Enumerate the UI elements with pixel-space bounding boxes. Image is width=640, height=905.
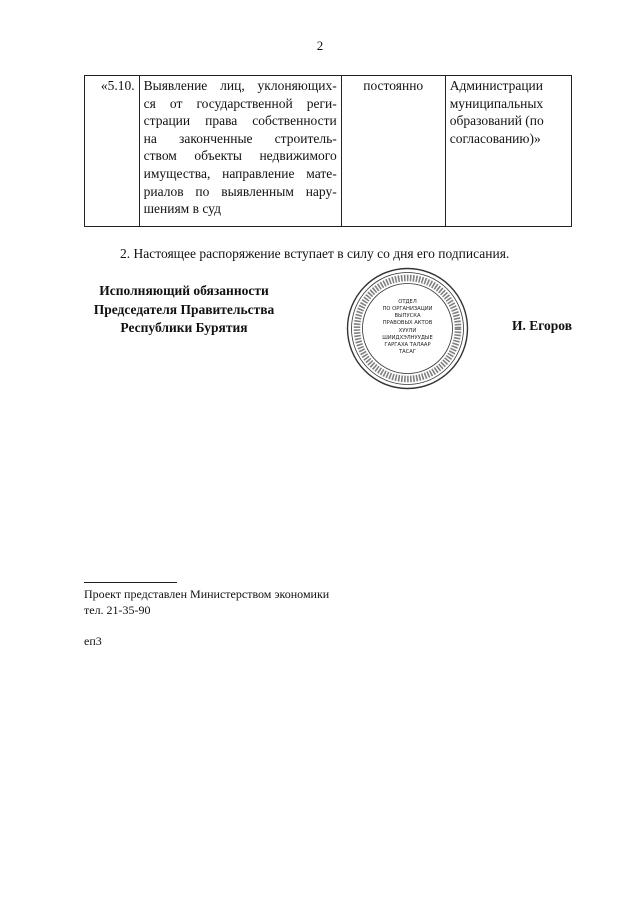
- seal-text-line: ОТДЕЛ: [398, 299, 417, 305]
- responsible-line: согласованию)»: [449, 130, 541, 146]
- item-text-line: Выявление лиц, уклоняющих-: [143, 78, 337, 93]
- seal-text-line: ВЫПУСКА: [394, 313, 421, 319]
- item-text-line: ством объекты недвижимого: [143, 148, 337, 164]
- seal-text-line: ШИИДХЭЛНУУДЫЕ: [382, 335, 433, 341]
- item-term: постоянно: [363, 78, 424, 93]
- item-text-line: на законченные строитель-: [143, 130, 337, 146]
- footnote-divider: [84, 582, 177, 583]
- seal-text-line: ТАСАГ: [398, 349, 417, 355]
- item-number-cell: [85, 76, 140, 227]
- item-text-line: риалов по выявленным нару-: [143, 183, 337, 199]
- item-number: «5.10.: [100, 78, 135, 93]
- page-number: 2: [316, 38, 324, 53]
- item-text-cell: [139, 76, 341, 227]
- item-text-line: имущества, направление мате-: [143, 165, 337, 181]
- footnote-line: Проект представлен Министерством экономики: [84, 587, 330, 601]
- item-text-line: ся от государственной реги-: [143, 95, 337, 111]
- order-paragraph: 2. Настоящее распоряжение вступает в силу со дня его подписания.: [120, 246, 510, 261]
- footnote-phone: тел. 21-35-90: [84, 603, 151, 617]
- responsible-line: Администрации: [449, 78, 544, 93]
- table-row: [85, 76, 572, 227]
- official-seal: [345, 266, 470, 391]
- plan-table: [84, 75, 572, 227]
- item-text-line: шениям в суд: [143, 201, 221, 217]
- signer-title-line: Исполняющий обязанности: [99, 283, 269, 298]
- item-responsible-cell: [445, 76, 571, 227]
- signer-title-line: Республики Бурятия: [120, 320, 248, 335]
- seal-text-line: ПРАВОВЫХ АКТОВ: [382, 320, 433, 326]
- item-text-line: страции права собственности: [143, 113, 337, 129]
- responsible-line: образований (по: [449, 113, 544, 129]
- signer-title-line: Председателя Правительства: [93, 301, 275, 317]
- responsible-line: муниципальных: [449, 95, 544, 111]
- signer-title: [84, 282, 284, 338]
- seal-text-line: ХУУЛИ: [398, 328, 417, 334]
- item-term-cell: [341, 76, 445, 227]
- executor-initials: еп3: [84, 634, 102, 648]
- footnote: [84, 586, 329, 618]
- signer-name: И. Егоров: [511, 318, 572, 333]
- seal-text-line: ПО ОРГАНИЗАЦИИ: [382, 306, 433, 312]
- seal-text-line: ГАРГАХА ТАЛААР: [384, 342, 431, 348]
